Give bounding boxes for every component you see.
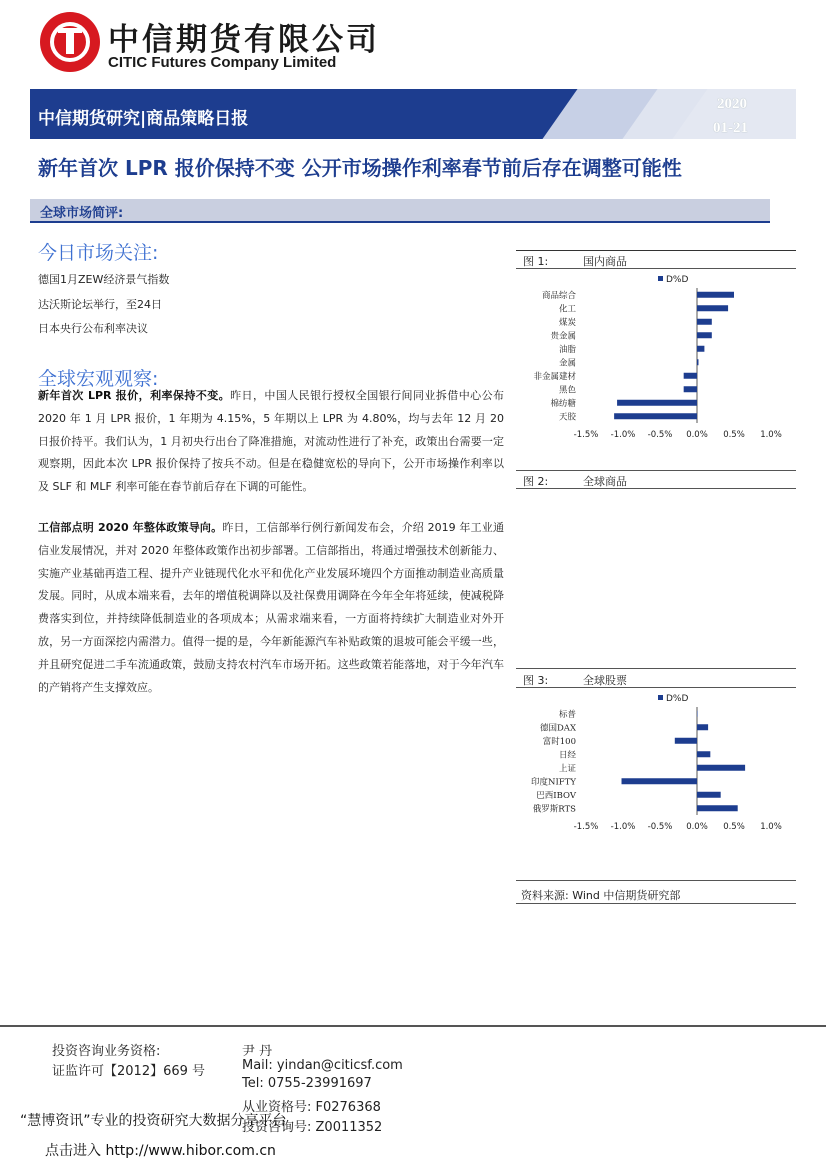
bar [697,346,704,352]
section-title: 全球市场简评: [40,206,124,221]
qualification-number: 从业资格号: F0276368 [242,1100,381,1115]
focus-item: 德国1月ZEW经济景气指数 [38,273,170,286]
report-year: 2020 [717,96,747,112]
report-type: 中信期货研究|商品策略日报 [38,109,249,129]
tick-label: 0.0% [686,430,708,440]
section-bar [30,199,770,223]
bar [697,711,698,717]
bar [684,386,697,392]
divider [516,268,796,269]
figure-label: 图 2: [523,475,549,488]
category-label: 富时100 [542,736,576,747]
category-label: 印度NIFTY [531,777,576,788]
bar [697,332,712,338]
legend-swatch [658,276,663,281]
category-label: 天胶 [558,412,576,423]
category-label: 商品综合 [541,290,576,301]
divider [516,668,796,669]
analyst-name: 尹 丹 [242,1044,273,1059]
figure-title: 全球商品 [583,475,627,488]
figure-label: 图 3: [523,674,549,687]
global-equity-chart [516,689,796,869]
consulting-number: 投资咨询号: Z0011352 [242,1120,383,1135]
data-source: 资料来源: Wind 中信期货研究部 [521,889,681,902]
category-label: 标普 [558,709,576,720]
category-label: 煤炭 [558,317,576,328]
macro-paragraph-1 [38,385,504,499]
macro-paragraph-2 [38,517,504,699]
tick-label: -1.0% [610,430,636,440]
tick-label: 1.0% [760,822,782,832]
figure-label: 图 1: [523,255,549,268]
category-label: 俄罗斯RTS [532,804,576,815]
tick-label: -0.5% [647,822,673,832]
analyst-tel: Tel: 0755-23991697 [242,1076,372,1091]
category-label: 油脂 [558,344,576,355]
tick-label: 0.5% [723,430,745,440]
tick-label: 1.0% [760,430,782,440]
focus-item: 日本央行公布利率决议 [38,322,148,335]
bar [622,778,697,784]
bar [697,305,728,311]
figure-title: 全球股票 [583,674,627,687]
divider [516,687,796,688]
bar [697,805,738,811]
tick-label: -1.5% [573,822,599,832]
category-label: 金属 [558,358,576,369]
category-label: 巴西IBOV [536,790,576,801]
bar [697,765,745,771]
bar [614,413,697,419]
legend-swatch [658,695,663,700]
legend-label: D%D [666,694,689,704]
bar [697,751,710,757]
divider [516,250,796,251]
macro-heading: 全球宏观观察: [38,368,159,390]
bar [617,400,697,406]
report-date: 01-21 [713,120,748,136]
bar [697,792,721,798]
paragraph-lead: 新年首次 LPR 报价，利率保持不变。 [38,389,231,402]
domestic-commodity-chart [516,270,796,450]
company-logo [40,12,100,72]
analyst-mail[interactable]: Mail: yindan@citicsf.com [242,1058,403,1073]
bar [697,724,708,730]
license-number: 证监许可【2012】669 号 [52,1064,206,1079]
category-label: 贵金属 [550,331,576,342]
legend-label: D%D [666,275,689,285]
category-label: 德国DAX [539,723,576,734]
category-label: 黑色 [558,385,576,396]
company-name-cn: 中信期货有限公司 [108,22,380,58]
bar [697,319,712,325]
bar [697,292,734,298]
category-label: 化工 [558,304,576,315]
tick-label: 0.0% [686,822,708,832]
tick-label: -0.5% [647,430,673,440]
paragraph-lead: 工信部点明 2020 年整体政策导向。 [38,521,223,534]
divider [516,470,796,471]
paragraph-text: 昨日，工信部举行例行新闻发布会，介绍 2019 年工业通信业发展情况，并对 2020 年整体政策作出初步部署。工信部指出，将通过增强技术创新能力、实施产业基础再造工程、提升产业链现代化水平和优化产业发展环境四个方面推动制造业高质量发展。同时，从成本端来看，去年的增值税调降以及社保费用调降在今年全年将延续，使减税降费落实到位，并持续降低制造业的各项成本；从需求端来看，一方面将持续扩大制造业对外开放，另一方面深挖内需潜力。值得一提的是，今年新能源汽车补贴政策的退坡可能会平缓一些，并且研究促进二手车流通政策，鼓励支持农村汽车市场开拓。这些政策若能落地，对于今年汽车的产销将产生支撑效应。 [38,521,504,694]
focus-heading: 今日市场关注: [38,242,159,264]
paragraph-text: 昨日，中国人民银行授权全国银行间同业拆借中心公布 2020 年 1 月 LPR 报价，1 年期为 4.15%，5 年期以上 LPR 为 4.80%，均与去年 12 月 20 日报价持平。我们认为，1 月初央行出台了降准措施，对流动性进行了补充，政策出台需要一定观察期，因此本次 LPR 报价保持了按兵不动。但是在稳健宽松的导向下，公开市场操作利率以及 SLF 和 MLF 利率可能在春节前后存在下调的可能性。 [38,389,504,494]
license-label: 投资咨询业务资格: [52,1044,161,1059]
category-label: 上证 [558,763,576,774]
bar [684,373,697,379]
watermark-text: “慧博资讯”专业的投资研究大数据分享平台 [20,1113,287,1129]
page-title: 新年首次 LPR 报价保持不变 公开市场操作利率春节前后存在调整可能性 [38,156,682,180]
divider [516,880,796,881]
figure-title: 国内商品 [583,255,627,268]
tick-label: -1.0% [610,822,636,832]
tick-label: 0.5% [723,822,745,832]
bar [675,738,697,744]
divider [516,488,796,489]
focus-item: 达沃斯论坛举行，至24日 [38,298,162,311]
category-label: 非金属建材 [533,371,576,382]
category-label: 棉纺糖 [550,398,576,409]
divider [516,903,796,904]
company-name-en: CITIC Futures Company Limited [108,54,337,71]
bar [697,359,698,365]
footer-divider [0,1025,826,1027]
watermark-link[interactable]: 点击进入 http://www.hibor.com.cn [45,1143,276,1159]
tick-label: -1.5% [573,430,599,440]
category-label: 日经 [558,750,576,761]
